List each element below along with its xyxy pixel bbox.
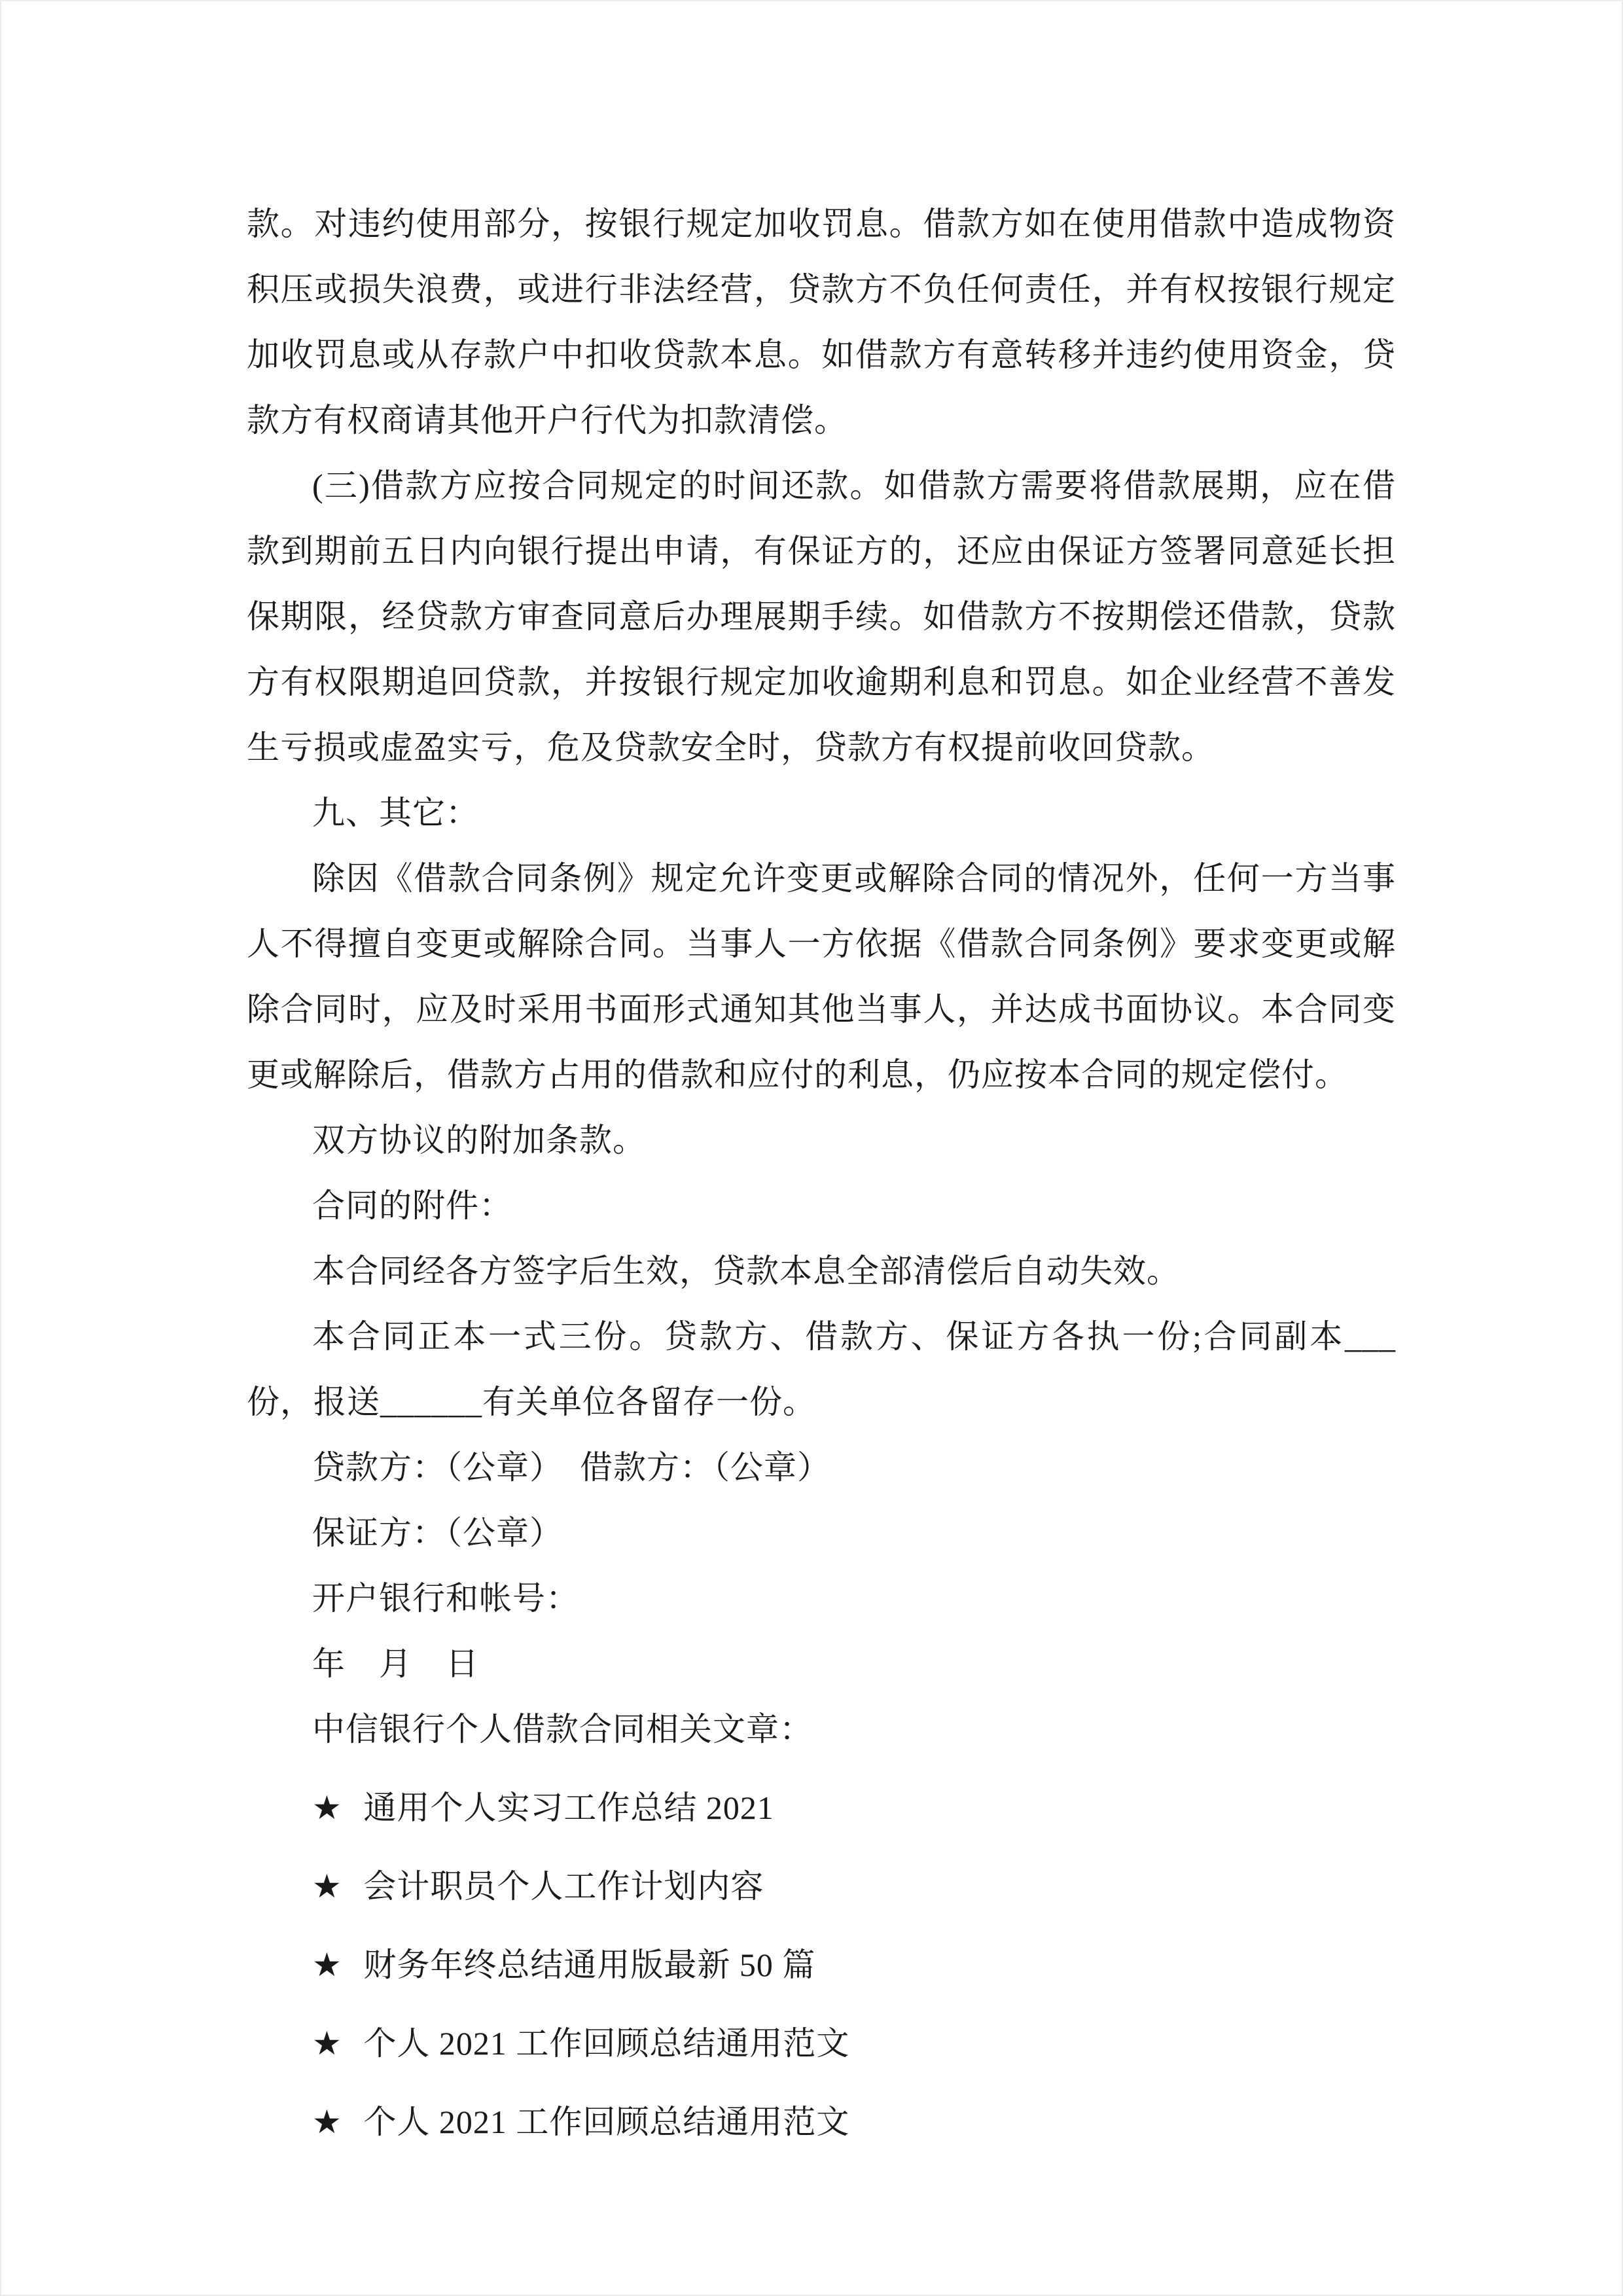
related-article-item — [247, 2011, 1396, 2076]
related-article-label: 个人 2021 工作回顾总结通用范文 — [363, 2025, 850, 2062]
paragraph-section-9-heading: 九、其它： — [312, 795, 479, 831]
document-content — [1, 1, 1622, 2155]
paragraph-continuation: 款。对违约使用部分，按银行规定加收罚息。借款方如在使用借款中造成物资积压或损失浪费，或进行非法经营，贷款方不负任何责任，并有权按银行规定加收罚息或从存款户中扣收贷款本息。如借款方有意转移并违约使用资金，贷款方有权商请其他开户行代为扣款清偿。 — [247, 206, 1396, 439]
paragraph-attachments: 合同的附件： — [312, 1187, 512, 1224]
paragraph-copies: 本合同正本一式三份。贷款方、借款方、保证方各执一份;合同副本___份，报送______有关单位各留存一份。 — [247, 1318, 1396, 1420]
star-icon: ★ — [312, 1868, 342, 1905]
star-icon: ★ — [312, 1946, 342, 1983]
star-icon: ★ — [312, 1789, 342, 1826]
paragraph-clause-3: (三)借款方应按合同规定的时间还款。如借款方需要将借款展期，应在借款到期前五日内向银行提出申请，有保证方的，还应由保证方签署同意延长担保期限，经贷款方审查同意后办理展期手续。如借款方不按期偿还借款，贷款方有权限期追回贷款，并按银行规定加收逾期利息和罚息。如企业经营不善发生亏损或虚盈实亏，危及贷款安全时，贷款方有权提前收回贷款。 — [247, 467, 1396, 766]
related-article-item — [247, 2089, 1396, 2155]
paragraph-effectiveness: 本合同经各方签字后生效，贷款本息全部清偿后自动失效。 — [312, 1253, 1180, 1289]
paragraph-date: 年 月 日 — [312, 1645, 479, 1682]
related-article-label: 通用个人实习工作总结 2021 — [363, 1789, 774, 1826]
related-article-label: 会计职员个人工作计划内容 — [363, 1868, 764, 1905]
related-article-item — [247, 1775, 1396, 1840]
paragraph-additional-terms: 双方协议的附加条款。 — [312, 1122, 646, 1158]
star-icon: ★ — [312, 2104, 342, 2140]
star-icon: ★ — [312, 2025, 342, 2062]
paragraph-lender-borrower-seal: 贷款方：（公章） 借款方：（公章） — [312, 1449, 830, 1486]
paragraph-section-9-body: 除因《借款合同条例》规定允许变更或解除合同的情况外，任何一方当事人不得擅自变更或解除合同。当事人一方依据《借款合同条例》要求变更或解除合同时，应及时采用书面形式通知其他当事人，并达成书面协议。本合同变更或解除后，借款方占用的借款和应付的利息，仍应按本合同的规定偿付。 — [247, 860, 1396, 1093]
paragraph-bank-account: 开户银行和帐号： — [312, 1580, 579, 1617]
related-article-label: 财务年终总结通用版最新 50 篇 — [363, 1946, 816, 1983]
related-article-item — [247, 1854, 1396, 1919]
related-article-label: 个人 2021 工作回顾总结通用范文 — [363, 2104, 850, 2140]
paragraph-related-articles-heading: 中信银行个人借款合同相关文章： — [312, 1711, 813, 1748]
paragraph-guarantor-seal: 保证方：（公章） — [312, 1515, 563, 1551]
related-article-item — [247, 1932, 1396, 1998]
